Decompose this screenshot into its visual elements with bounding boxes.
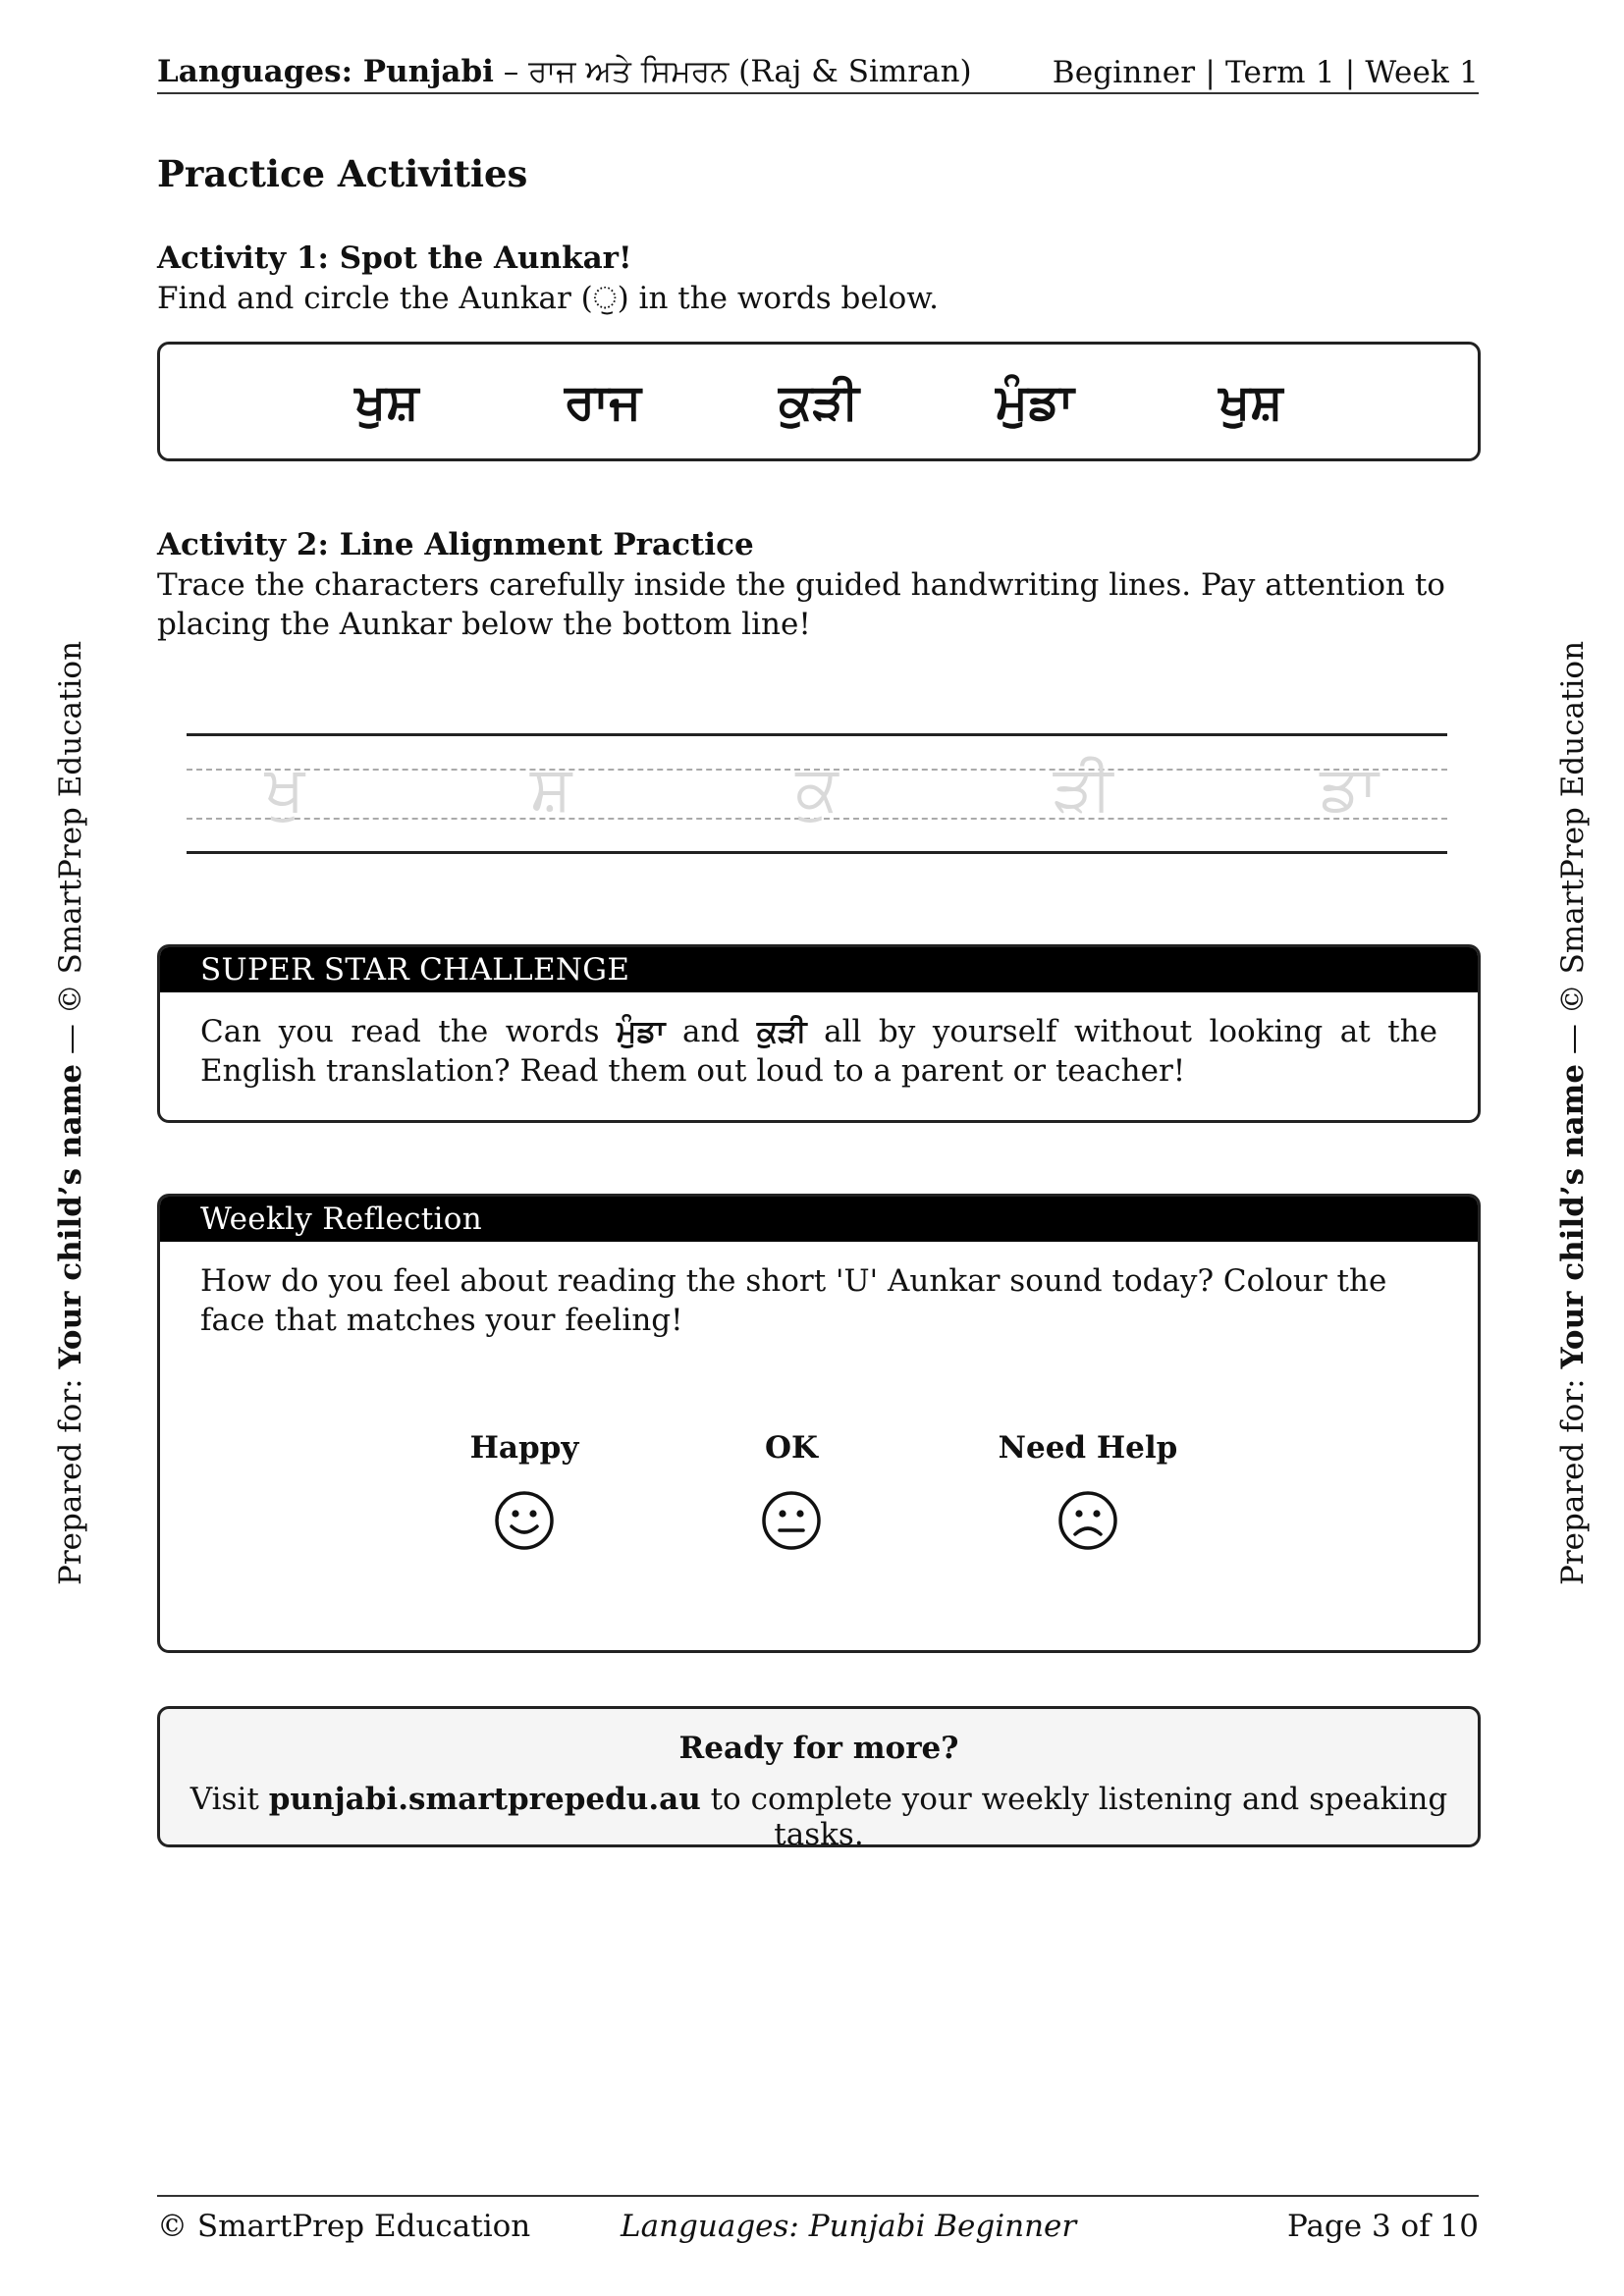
- word-item: ਰਾਜ: [565, 372, 641, 430]
- neutral-face-icon[interactable]: [760, 1489, 823, 1552]
- word-item: ਕੁੜੀ: [779, 372, 859, 430]
- ready-text-part: to complete your weekly listening and speaking tasks.: [700, 1782, 1448, 1852]
- trace-char: ਸ਼: [529, 753, 572, 826]
- ready-text: [160, 1782, 1478, 1852]
- trace-char: ਡਾ: [1320, 753, 1379, 826]
- side-label-left: [51, 640, 90, 1585]
- header-topic: – ਰਾਜ ਅਤੇ ਸਿਮਰਨ (Raj & Simran): [493, 54, 972, 89]
- reflection-text: How do you feel about reading the short 'U' Aunkar sound today? Colour the face that matches your feeling!: [200, 1263, 1387, 1338]
- challenge-text: [160, 992, 1478, 1110]
- handwriting-lines: [187, 731, 1447, 854]
- activity2-description: Trace the characters carefully inside the guided handwriting lines. Pay attention to placing the Aunkar below the bottom line!: [157, 567, 1445, 642]
- header-level: Beginner | Term 1 | Week 1: [1052, 55, 1479, 90]
- frowning-face-icon[interactable]: [1056, 1489, 1119, 1552]
- top-line: [187, 733, 1447, 736]
- challenge-word: ਮੁੰਡਾ: [617, 1014, 666, 1049]
- challenge-word: ਕੁੜੀ: [756, 1014, 807, 1049]
- ready-box: [157, 1706, 1481, 1852]
- challenge-box: [157, 944, 1481, 1123]
- header-subject: Languages: Punjabi: [157, 54, 494, 89]
- trace-char: ਖੁ: [264, 753, 305, 826]
- smiling-face-icon[interactable]: [493, 1489, 556, 1552]
- face-option-ok[interactable]: [693, 1428, 890, 1552]
- word-item: ਖੁਸ਼: [1218, 372, 1283, 430]
- activity1-description: Find and circle the Aunkar (ੁ) in the words below.: [157, 281, 939, 316]
- face-label: OK: [765, 1430, 818, 1466]
- word-box: [157, 342, 1481, 461]
- side-prefix: Prepared for:: [1555, 1368, 1591, 1585]
- side-name: Your child’s name: [1555, 1063, 1591, 1369]
- footer-course: Languages: Punjabi Beginner: [621, 2209, 1077, 2244]
- feeling-faces: [160, 1197, 1478, 1650]
- side-suffix: — © SmartPrep Education: [53, 640, 88, 1064]
- word-item: ਖੁਸ਼: [354, 372, 419, 430]
- face-label: Happy: [469, 1430, 579, 1466]
- footer-page-number: Page 3 of 10: [1286, 2209, 1479, 2244]
- reflection-box: [157, 1194, 1481, 1653]
- footer-copyright: © SmartPrep Education: [157, 2209, 531, 2244]
- challenge-text-part: all by yourself without looking at the English translation? Read them out loud to a parent or teacher!: [200, 1014, 1438, 1089]
- header-title: [157, 54, 972, 90]
- section-title: Practice Activities: [157, 152, 528, 195]
- side-suffix: — © SmartPrep Education: [1555, 640, 1591, 1064]
- page-header: [157, 45, 1479, 94]
- face-option-need-help[interactable]: [990, 1428, 1186, 1552]
- word-item: ਮੁੰਡਾ: [996, 372, 1074, 430]
- activity2-title: Activity 2: Line Alignment Practice: [157, 527, 754, 562]
- challenge-title: SUPER STAR CHALLENGE: [160, 947, 1478, 992]
- side-prefix: Prepared for:: [53, 1368, 88, 1585]
- page-footer: [157, 2195, 1479, 2246]
- reflection-title: Weekly Reflection: [160, 1197, 1478, 1242]
- face-option-happy[interactable]: [426, 1428, 623, 1552]
- side-label-right: [1553, 640, 1593, 1585]
- trace-char: ੜੀ: [1053, 753, 1113, 826]
- ready-title: Ready for more?: [678, 1731, 959, 1766]
- face-label: Need Help: [998, 1430, 1178, 1466]
- challenge-text-part: and: [665, 1014, 757, 1049]
- trace-char: ਕੁ: [795, 753, 839, 826]
- side-name: Your child’s name: [53, 1063, 88, 1369]
- ready-text-part: Visit: [189, 1782, 269, 1817]
- website-link[interactable]: punjabi.smartprepedu.au: [268, 1782, 701, 1817]
- bottom-line: [187, 851, 1447, 854]
- trace-characters: [187, 753, 1447, 826]
- activity1-title: Activity 1: Spot the Aunkar!: [157, 240, 632, 276]
- challenge-text-part: Can you read the words: [200, 1014, 618, 1049]
